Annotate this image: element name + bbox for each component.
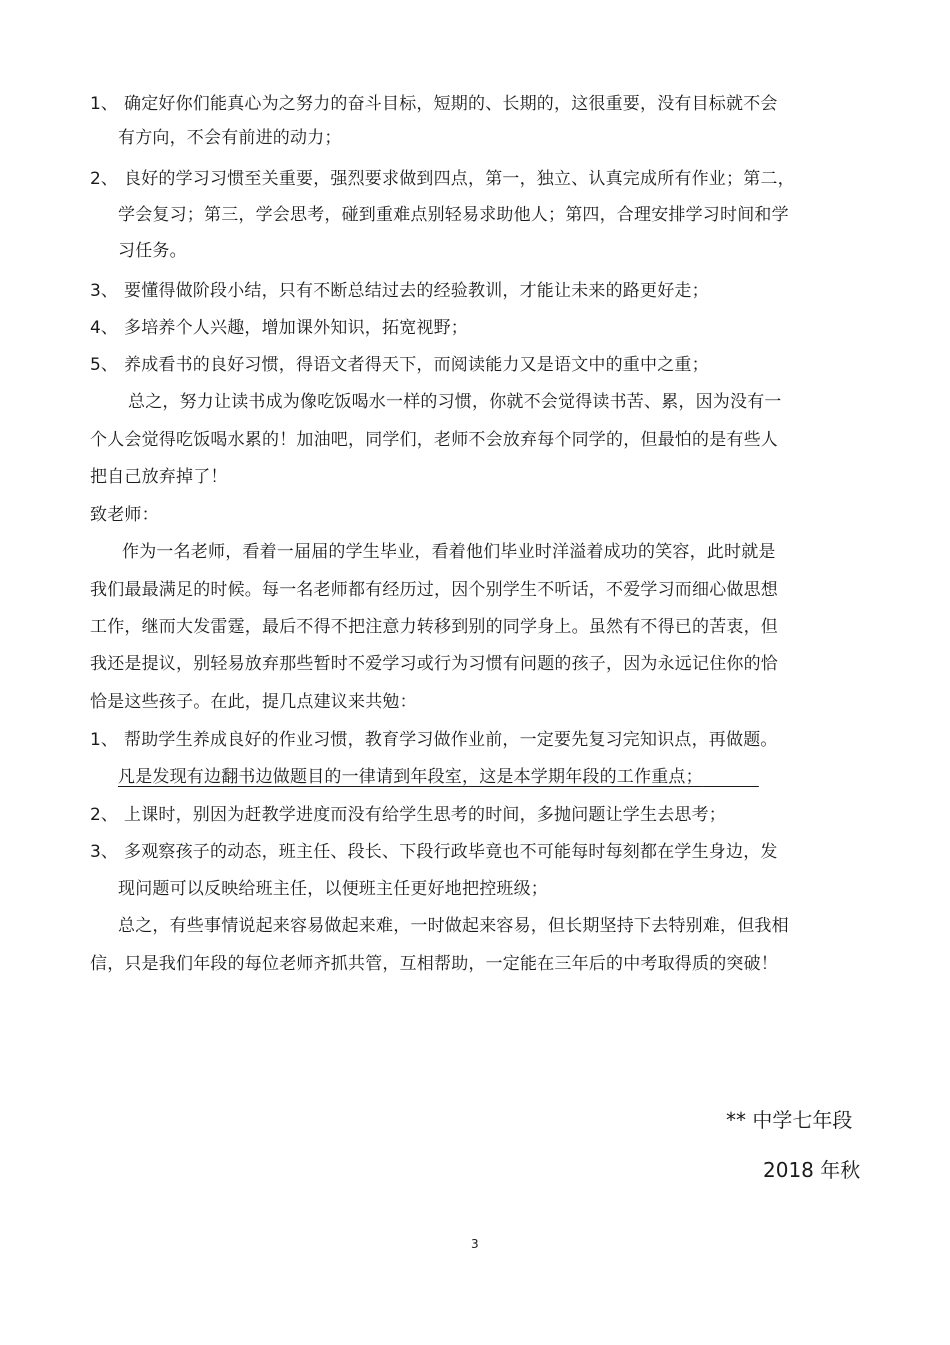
item-number: 5、 [90, 355, 118, 375]
summary-line: 把自己放弃掉了！ [90, 467, 228, 487]
item-number: 2、 [90, 805, 118, 825]
item-number: 4、 [90, 318, 118, 338]
item-number: 3、 [90, 281, 118, 301]
underlined-text-line [118, 765, 759, 789]
item-number: 2、 [90, 169, 118, 189]
item-text-line: 确定好你们能真心为之努力的奋斗目标，短期的、长期的，这很重要，没有目标就不会 [124, 94, 778, 114]
underlined-text: 凡是发现有边翻书边做题目的一律请到年段室，这是本学期年段的工作重点； [118, 767, 703, 787]
signature-date: 2018 年秋 [763, 1158, 861, 1182]
item-text-line: 良好的学习习惯至关重要，强烈要求做到四点，第一，独立、认真完成所有作业；第二， [124, 169, 795, 189]
intro-line: 工作，继而大发雷霆，最后不得不把注意力转移到别的同学身上。虽然有不得已的苦衷，但 [90, 617, 778, 637]
item-number: 3、 [90, 842, 118, 862]
item-text-line: 现问题可以反映给班主任，以便班主任更好地把控班级； [118, 879, 548, 899]
item-text-line: 上课时，别因为赶教学进度而没有给学生思考的时间，多抛问题让学生去思考； [124, 805, 726, 825]
item-text-line: 多培养个人兴趣，增加课外知识，拓宽视野； [124, 318, 468, 338]
intro-line: 恰是这些孩子。在此，提几点建议来共勉： [90, 692, 417, 712]
item-text-line: 养成看书的良好习惯，得语文者得天下，而阅读能力又是语文中的重中之重； [124, 355, 709, 375]
page-number: 3 [471, 1237, 479, 1251]
item-text-line: 学会复习；第三，学会思考，碰到重难点别轻易求助他人；第四，合理安排学习时间和学 [118, 205, 789, 225]
summary-line: 总之，有些事情说起来容易做起来难，一时做起来容易，但长期坚持下去特别难，但我相 [118, 916, 789, 936]
summary-line: 总之，努力让读书成为像吃饭喝水一样的习惯，你就不会觉得读书苦、累，因为没有一 [128, 392, 782, 412]
intro-line: 作为一名老师，看着一届届的学生毕业，看着他们毕业时洋溢着成功的笑容，此时就是 [122, 542, 776, 562]
item-number: 1、 [90, 94, 118, 114]
summary-line: 信，只是我们年段的每位老师齐抓共管，互相帮助，一定能在三年后的中考取得质的突破！ [90, 954, 778, 974]
item-text-line: 有方向，不会有前进的动力； [118, 128, 342, 148]
item-text-line: 帮助学生养成良好的作业习惯，教育学习做作业前，一定要先复习完知识点，再做题。 [124, 730, 778, 750]
item-text-line: 习任务。 [118, 241, 187, 261]
summary-line: 个人会觉得吃饭喝水累的！加油吧，同学们，老师不会放弃每个同学的，但最怕的是有些人 [90, 430, 778, 450]
intro-line: 我们最最满足的时候。每一名老师都有经历过，因个别学生不听话，不爱学习而细心做思想 [90, 580, 778, 600]
item-text-line: 要懂得做阶段小结，只有不断总结过去的经验教训，才能让未来的路更好走； [124, 281, 709, 301]
signature-org: ** 中学七年段 [726, 1108, 853, 1132]
item-number: 1、 [90, 730, 118, 750]
item-text-line: 多观察孩子的动态，班主任、段长、下段行政毕竟也不可能每时每刻都在学生身边，发 [124, 842, 778, 862]
intro-line: 我还是提议，别轻易放弃那些暂时不爱学习或行为习惯有问题的孩子，因为永远记住你的恰 [90, 654, 778, 674]
section-heading: 致老师： [90, 505, 159, 525]
